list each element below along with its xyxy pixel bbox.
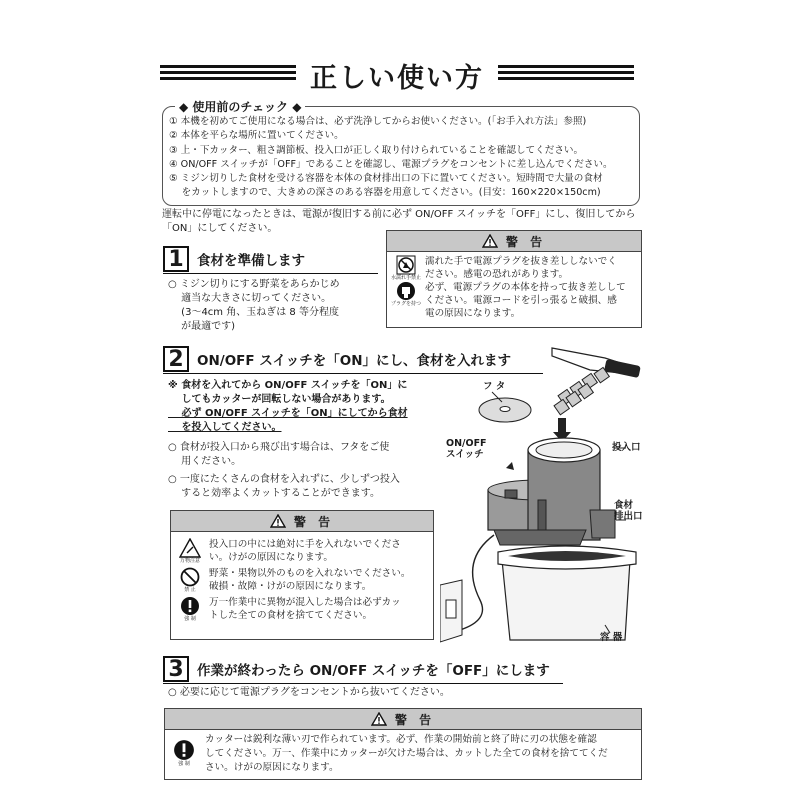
chopper-body — [488, 438, 600, 545]
mandatory-icon — [171, 733, 197, 767]
step-title: ON/OFF スイッチを「ON」にし、食材を入れます — [197, 353, 512, 369]
warning-line: トした全ての食材を捨ててください。 — [209, 610, 373, 621]
warning-text — [197, 733, 637, 775]
icon-caption: 万物注意 — [179, 558, 200, 564]
check-item: ③ 上・下カッター、粗さ調節板、投入口が正しく取り付けられていることを確認してください。 — [169, 144, 584, 156]
step-number: 1 — [163, 246, 189, 272]
warning-heading — [171, 511, 433, 532]
check-item: をカットしますので、大きめの深さのある容器を用意してください。(目安：160×220×150cm) — [169, 187, 601, 199]
power-note-line: 「ON」にしてください。 — [162, 222, 278, 234]
step1-underline — [163, 273, 378, 274]
wall-outlet-icon — [440, 580, 462, 642]
page-title: 正しい使い方 — [296, 56, 498, 95]
note-line: を投入してください。 — [168, 422, 282, 433]
warning-text — [203, 538, 429, 564]
inlet-label: 投入口 — [612, 442, 641, 453]
step-title: 食材を準備します — [197, 253, 305, 269]
note-line: してもカッターが回転しない場合があります。 — [168, 394, 391, 405]
pre-use-check-box — [162, 100, 640, 206]
pre-use-check-heading: ◆ 使用前のチェック ◆ — [175, 98, 305, 115]
warning-box-1 — [386, 230, 642, 328]
check-item: ⑤ ミジン切りした食材を受ける容器を本体の食材排出口の下に置いてください。短時間で大量の食材 — [169, 173, 603, 185]
warning-line: してください。万一、作業中にカッターが欠けた場合は、カットした全ての食材を捨ててくだ — [205, 748, 608, 759]
step-number: 3 — [163, 656, 189, 682]
warning-row — [171, 593, 433, 622]
step3-underline — [163, 683, 563, 684]
warning-box-2 — [170, 510, 434, 640]
warning-line: 投入口の中には絶対に手を入れないでくださ — [209, 539, 401, 550]
step-number: 2 — [163, 346, 189, 372]
warning-line: 濡れた手で電源プラグを抜き差ししないでく — [425, 256, 617, 267]
note-line: 必ず ON/OFF スイッチを「ON」にしてから食材 — [168, 408, 408, 419]
pre-use-check-list — [169, 115, 633, 201]
warning-row — [165, 730, 641, 775]
warning-heading-text: 警 告 — [293, 514, 335, 529]
vegetable-pieces — [554, 367, 609, 414]
warning-row — [171, 564, 433, 593]
warning-row — [171, 532, 433, 564]
warning-line: 電の原因になります。 — [425, 308, 521, 319]
icon-caption: 強 制 — [178, 761, 190, 767]
bullet-line: すると効率よくカットすることができます。 — [168, 488, 380, 499]
caution-icon — [177, 538, 203, 564]
icon-caption: プラグを持つ — [391, 301, 422, 307]
warning-line: ださい。感電の恐れがあります。 — [425, 269, 569, 280]
warning-text — [419, 255, 637, 281]
step1-heading — [163, 246, 305, 272]
warning-line: 万一作業中に異物が混入した場合は必ずカッ — [209, 597, 401, 608]
step3-bullet: ○ 必要に応じて電源プラグをコンセントから抜いてください。 — [168, 687, 450, 698]
bullet-line: 適当な大きさに切ってください。 — [168, 293, 332, 304]
warning-line: カッターは鋭利な薄い刃で作られています。必ず、作業の開始前と終了時に刃の状態を確認 — [205, 734, 597, 745]
icon-caption: 水濡れ手禁止 — [391, 275, 422, 281]
note-line: ※ 食材を入れてから ON/OFF スイッチを「ON」に — [168, 380, 408, 391]
container-tub — [498, 546, 636, 640]
warning-triangle-icon — [371, 712, 387, 726]
warning-triangle-icon — [270, 514, 286, 528]
page-title-banner — [160, 58, 634, 94]
step2-note — [168, 379, 443, 435]
step2-bullets — [168, 441, 443, 501]
warning-text — [203, 567, 429, 593]
container-label: 容 器 — [600, 632, 623, 643]
no-wet-hands-icon — [391, 255, 422, 281]
outlet-label: 食材 排出口 — [614, 500, 643, 522]
warning-heading-text: 警 告 — [394, 712, 436, 727]
bullet-line: ○ ミジン切りにする野菜をあらかじめ — [168, 279, 340, 290]
bullet-line: が最適です) — [168, 321, 236, 332]
step-title: 作業が終わったら ON/OFF スイッチを「OFF」にします — [197, 663, 550, 679]
icon-caption: 強 制 — [184, 616, 196, 622]
power-note-line: 運転中に停電になったときは、電源が復旧する前に必ず ON/OFF スイッチを「OFF」にし、復旧してから — [162, 209, 636, 220]
check-item: ④ ON/OFF スイッチが「OFF」であることを確認し、電源プラグをコンセントに差し込んでください。 — [169, 158, 613, 170]
food-chopper-diagram — [440, 330, 650, 650]
warning-heading-text: 警 告 — [505, 234, 547, 249]
warning-text — [419, 281, 637, 320]
step3-heading — [163, 656, 550, 682]
check-item: ① 本機を初めてご使用になる場合は、必ず洗浄してからお使いください。(「お手入れ方法」参照) — [169, 116, 587, 127]
warning-line: 野菜・果物以外のものを入れないでください。 — [209, 568, 411, 579]
switch-arrow-icon — [506, 462, 514, 470]
power-cord — [460, 535, 494, 630]
warning-heading — [387, 231, 641, 252]
outlet-chute — [590, 510, 615, 538]
warning-line: 必ず、電源プラグの本体を持って抜き差しして — [425, 282, 626, 293]
prohibited-icon — [177, 567, 203, 593]
warning-row — [387, 252, 641, 281]
bullet-line: (3～4cm 角、玉ねぎは 8 等分程度 — [168, 307, 339, 318]
lid-knob — [500, 407, 510, 412]
hold-plug-icon — [391, 281, 422, 307]
warning-box-3 — [164, 708, 642, 780]
warning-heading — [165, 709, 641, 730]
bullet-line: ○ 食材が投入口から飛び出す場合は、フタをご使 — [168, 442, 390, 453]
lid-label: フ タ — [483, 381, 506, 392]
step1-bullets — [168, 278, 383, 334]
warning-line: ください。電源コードを引っ張ると破損、感 — [425, 295, 617, 306]
icon-caption: 禁 止 — [184, 587, 196, 593]
mandatory-icon — [177, 596, 203, 622]
warning-text — [203, 596, 429, 622]
warning-line: さい。けがの原因になります。 — [205, 762, 339, 773]
check-item: ② 本体を平らな場所に置いてください。 — [169, 130, 344, 142]
warning-line: い。けがの原因になります。 — [209, 552, 333, 563]
bullet-line: 用ください。 — [168, 456, 242, 467]
warning-line: 破損・故障・けがの原因になります。 — [209, 581, 372, 592]
warning-triangle-icon — [482, 234, 498, 248]
bullet-line: ○ 一度にたくさんの食材を入れずに、少しずつ投入 — [168, 474, 400, 485]
warning-row — [387, 281, 641, 320]
switch-label: ON/OFF スイッチ — [446, 438, 487, 460]
